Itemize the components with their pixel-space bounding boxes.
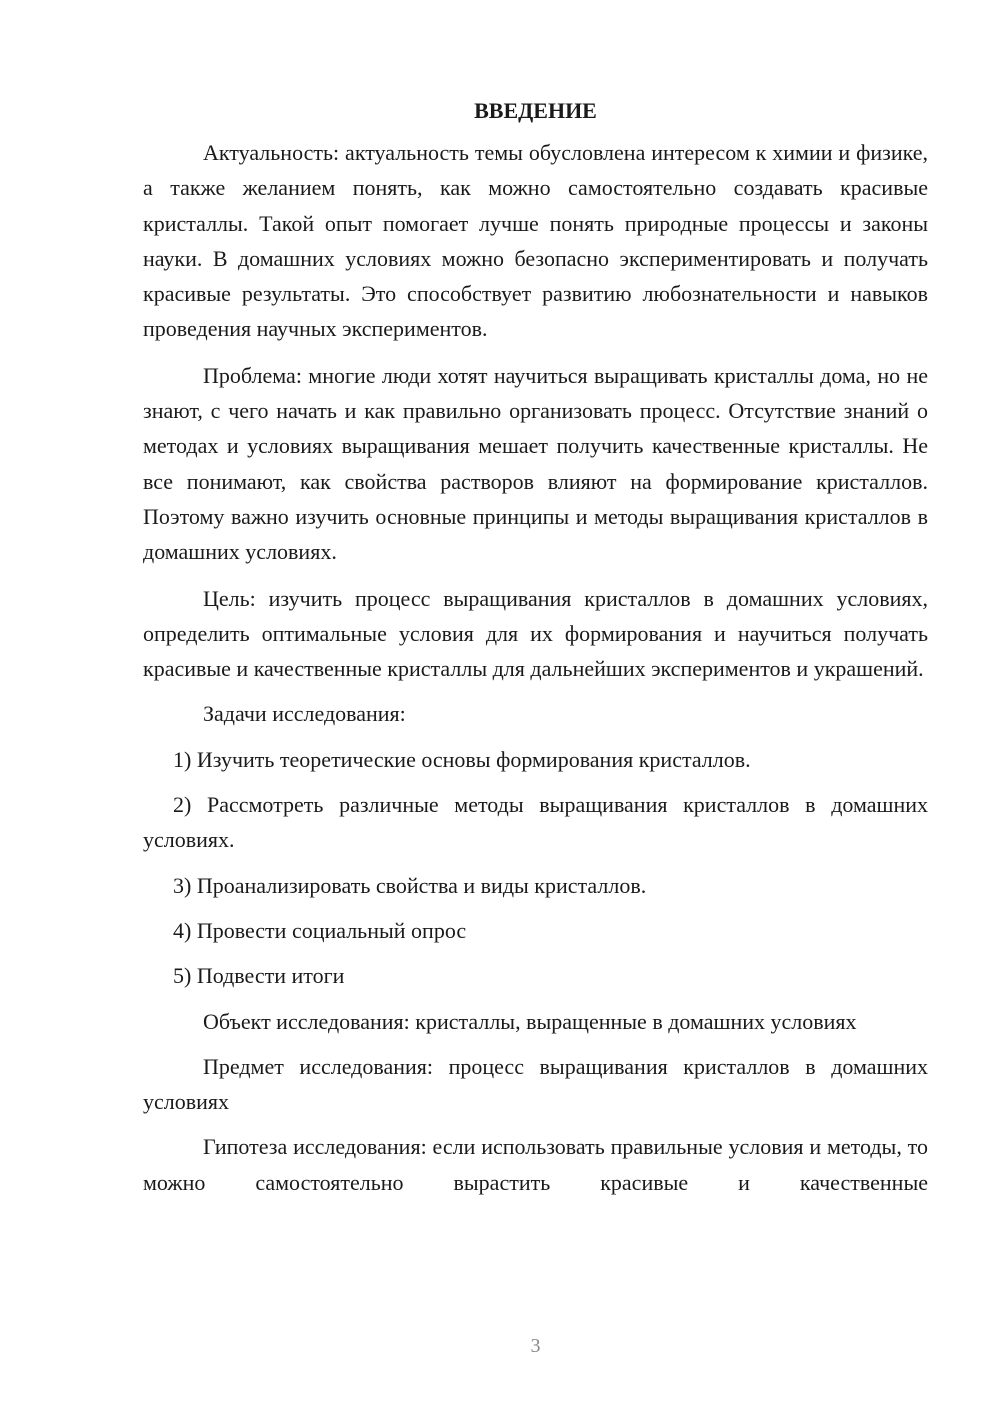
page-number: 3 (530, 1335, 541, 1357)
paragraph-tasks-title: Задачи исследования: (203, 701, 406, 727)
paragraph-hypothesis: Гипотеза исследования: если использовать правильные условия и методы, то можно самостоятельно вырастить красивые и качественные (143, 1134, 928, 1195)
list-item-task-2: 2) Рассмотреть различные методы выращивания кристаллов в домашних условиях. (143, 792, 928, 853)
list-item-task-1: 1) Изучить теоретические основы формирования кристаллов. (173, 746, 751, 772)
paragraph-object: Объект исследования: кристаллы, выращенные в домашних условиях (203, 1008, 857, 1034)
paragraph-relevance: Актуальность: актуальность темы обусловлена интересом к химии и физике, а также желанием понять, как можно самостоятельно создавать красивые кристаллы. Такой опыт помогает лучше понять природные процессы и законы науки. В домашних условиях можно безопасно экспериментировать и получать красивые результаты. Это способствует развитию любознательности и навыков проведения научных экспериментов. (143, 140, 928, 342)
paragraph-subject: Предмет исследования: процесс выращивания кристаллов в домашних условиях (143, 1053, 928, 1115)
paragraph-problem: Проблема: многие люди хотят научиться выращивать кристаллы дома, но не знают, с чего начать и как правильно организовать процесс. Отсутствие знаний о методах и условиях выращивания мешает получить качественные кристаллы. Не все понимают, как свойства растворов влияют на формирование кристаллов. Поэтому важно изучить основные принципы и методы выращивания кристаллов в домашних условиях. (143, 362, 928, 565)
list-item-task-5: 5) Подвести итоги (173, 963, 345, 989)
section-heading: ВВЕДЕНИЕ (474, 98, 597, 123)
list-item-task-4: 4) Провести социальный опрос (173, 917, 467, 943)
page-content (143, 96, 928, 1210)
paragraph-goal: Цель: изучить процесс выращивания кристаллов в домашних условиях, определить оптимальные условия для их формирования и научиться получать красивые и качественные кристаллы для дальнейших экспериментов и украшений. (143, 585, 928, 682)
list-item-task-3: 3) Проанализировать свойства и виды кристаллов. (173, 872, 647, 898)
